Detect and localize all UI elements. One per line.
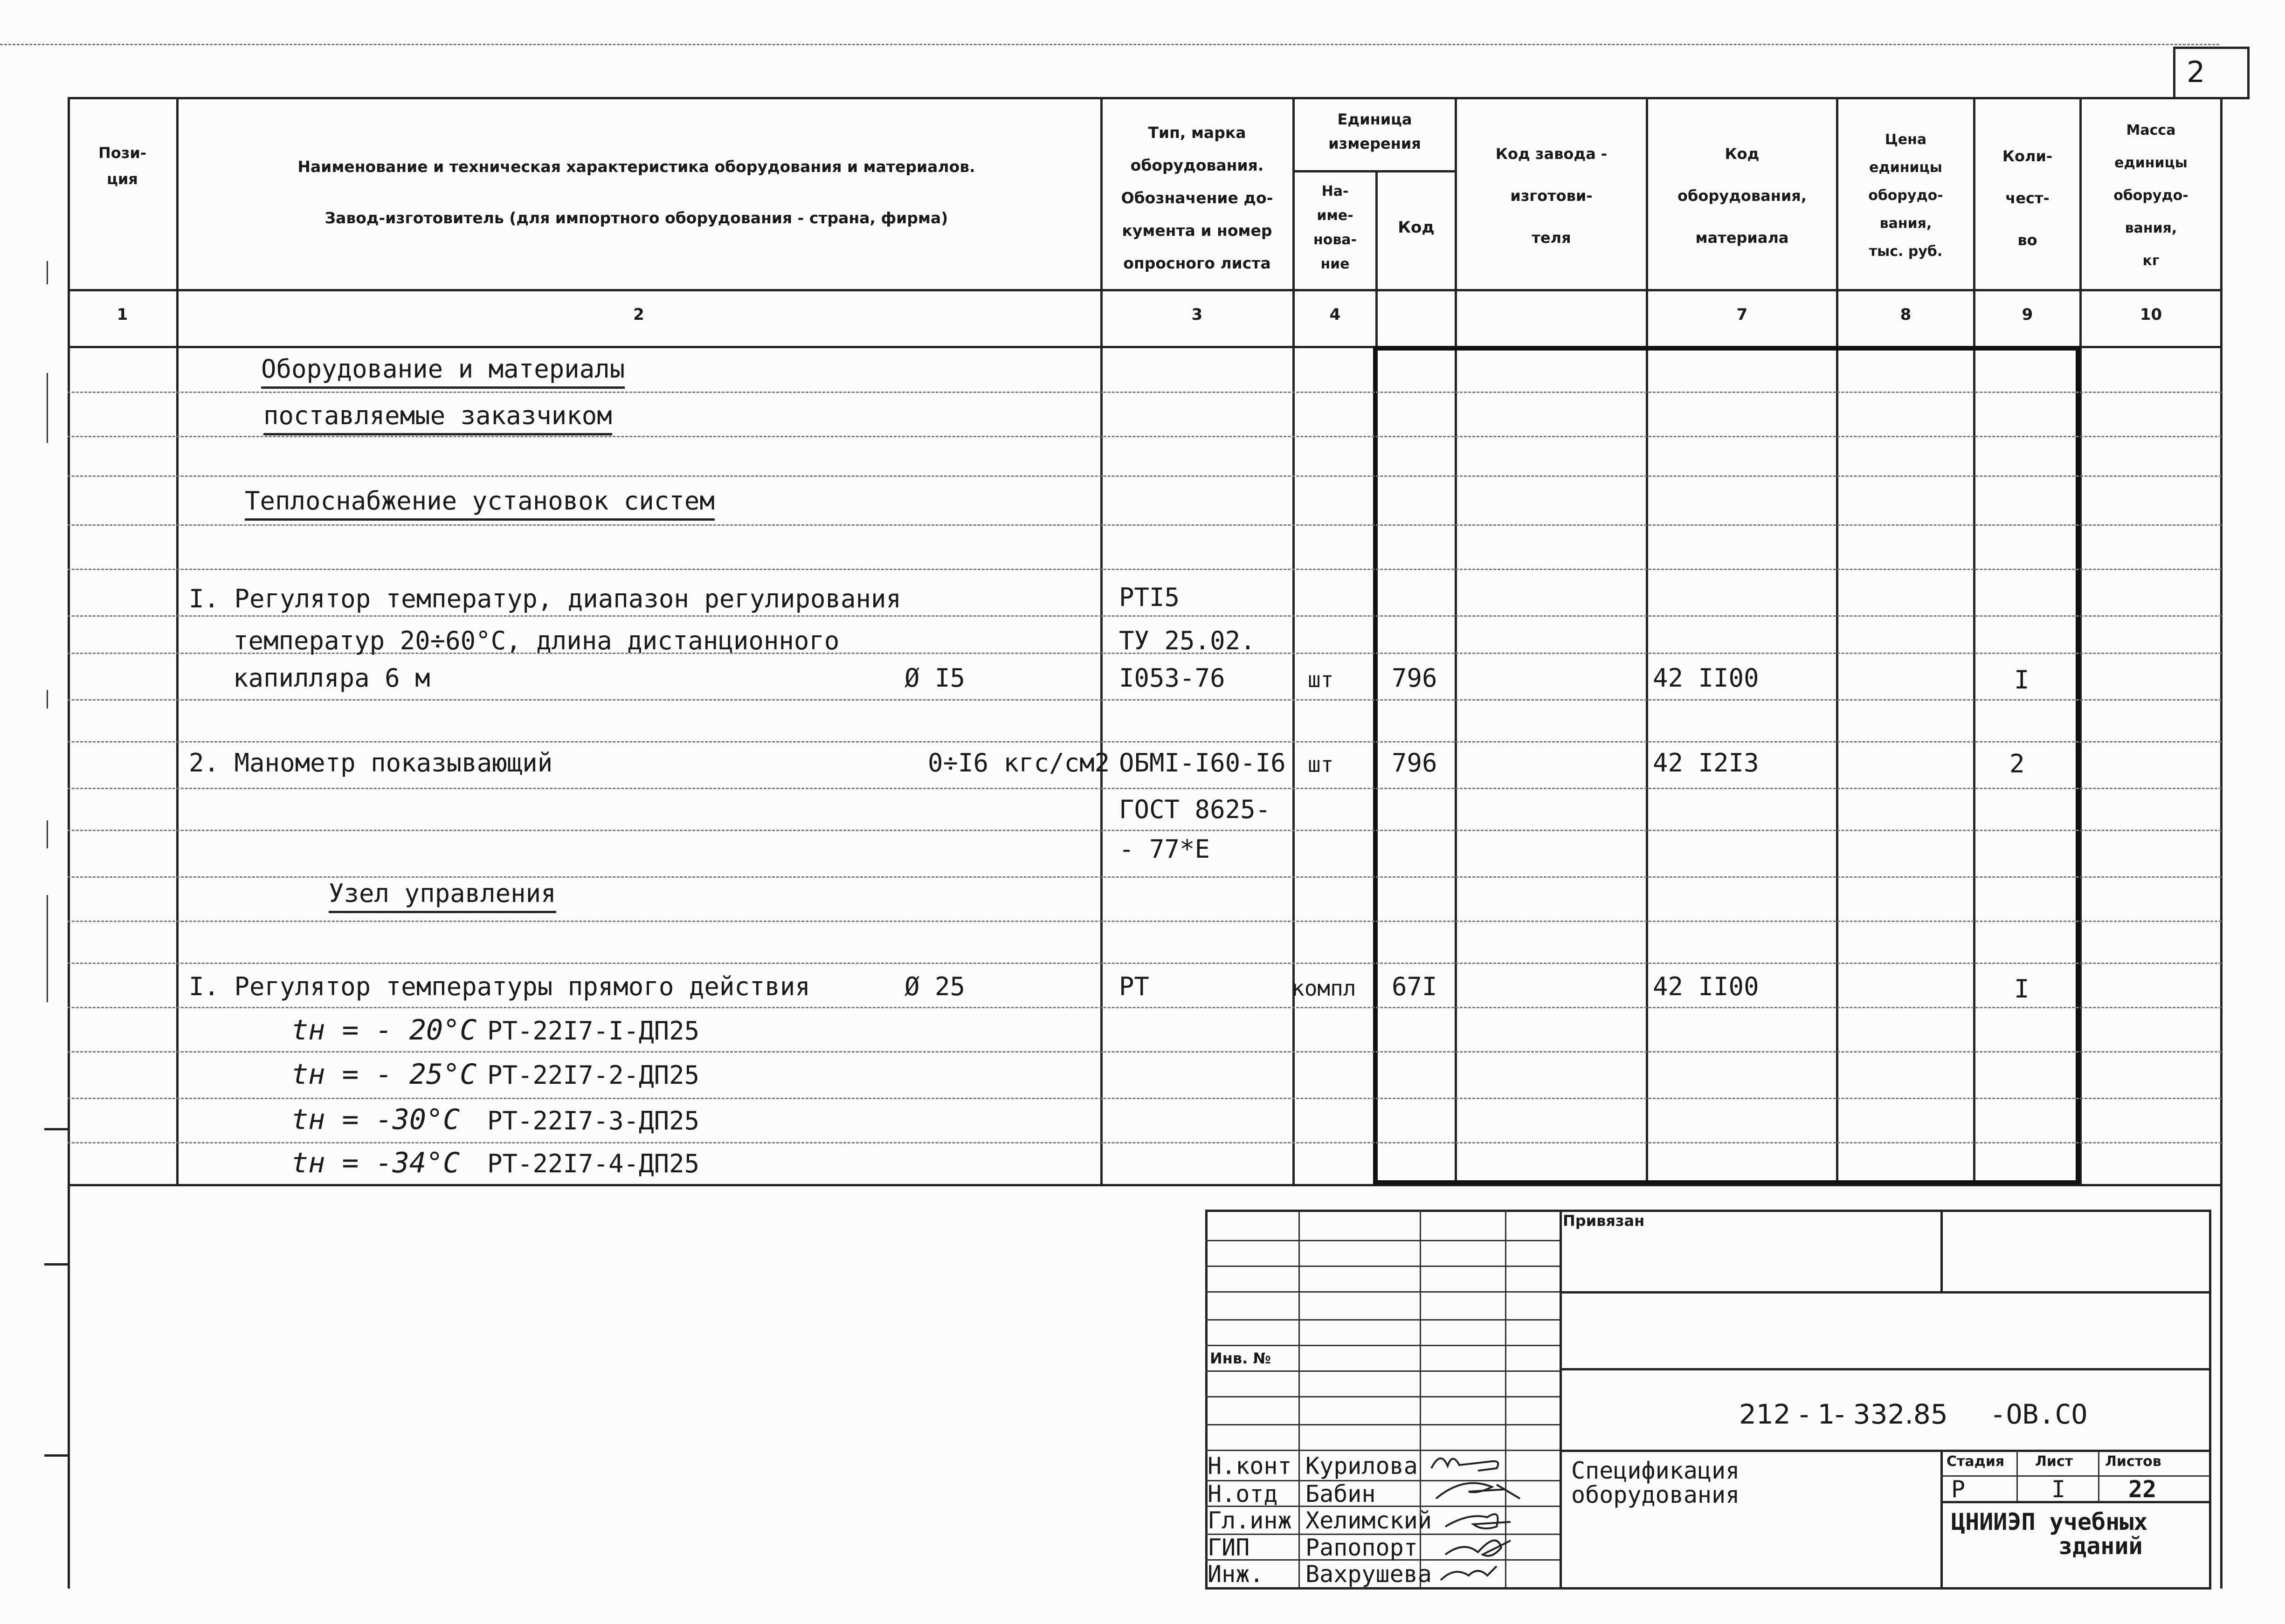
item-unit-code: 67I <box>1392 972 1437 1001</box>
item-size: Ø I5 <box>904 663 966 693</box>
role-label: Н.отд <box>1208 1480 1278 1507</box>
header-unit-name: На- име- нова- ние <box>1313 183 1357 272</box>
row-sep <box>68 876 2222 878</box>
heavy-frame-left <box>1373 346 1378 1185</box>
organization: ЦНИИЭП учебных <box>1951 1508 2148 1535</box>
person-name: Рапопорт <box>1305 1534 1418 1561</box>
unit-group-line <box>1292 170 1455 172</box>
person-name: Бабин <box>1305 1480 1376 1507</box>
row-sep <box>68 569 2222 570</box>
header-material-code: Код оборудования, материала <box>1678 145 1807 247</box>
item-type: PTI5 <box>1119 583 1180 612</box>
row-sep <box>68 699 2222 701</box>
item-name: капилляра 6 м <box>233 663 430 693</box>
item-type: ТУ 25.02. <box>1119 626 1256 655</box>
header-factory-code: Код завода - изготови- теля <box>1495 145 1608 247</box>
tb-line <box>1205 1396 1560 1397</box>
tb-line <box>1205 1266 1560 1267</box>
variant-temperature: tн = - 25°С <box>291 1058 477 1091</box>
item-material-code: 42 II00 <box>1653 663 1759 693</box>
stage-label: Стадия <box>1947 1453 2005 1470</box>
variant-temperature: tн = - 20°С <box>291 1014 477 1046</box>
variant-temperature: tн = -30°С <box>291 1103 460 1136</box>
item-size: 0÷I6 кгс/см2 <box>928 748 1110 778</box>
item-unit: шт <box>1308 752 1334 777</box>
document-title: Спецификация <box>1571 1457 1740 1484</box>
section-heading: Узел управления <box>329 881 556 906</box>
person-name: Вахрушева <box>1305 1561 1432 1588</box>
item-unit-code: 796 <box>1392 663 1437 693</box>
sheet-number: 2 <box>2187 55 2205 89</box>
tb-line <box>1205 1424 1560 1425</box>
item-material-code: 42 I2I3 <box>1653 748 1759 778</box>
heavy-frame-top <box>1373 346 2080 351</box>
item-type: - 77*Е <box>1119 834 1210 864</box>
header-unit-group: Единица измерения <box>1328 110 1421 152</box>
organization: зданий <box>2058 1533 2143 1560</box>
role-label: Н.конт <box>1208 1452 1292 1479</box>
item-qty: I <box>2014 665 2030 695</box>
person-name: Хелимский <box>1305 1507 1432 1534</box>
header-unit-code: Код <box>1398 218 1435 237</box>
inventory-label: Инв. № <box>1210 1349 1271 1367</box>
row-sep <box>68 475 2222 477</box>
tb-line <box>1205 1210 2210 1212</box>
margin-mark <box>47 820 48 848</box>
bound-label: Привязан <box>1563 1212 1645 1230</box>
table-top-line <box>68 97 2250 99</box>
tb-line <box>1560 1368 2210 1370</box>
row-sep <box>68 524 2222 526</box>
item-unit-code: 796 <box>1392 748 1437 778</box>
margin-mark <box>47 690 48 709</box>
signature-icon <box>1427 1447 1539 1583</box>
item-qty: 2 <box>2009 749 2025 778</box>
heavy-frame-bottom <box>1373 1180 2080 1185</box>
column-number: 8 <box>1900 305 1912 324</box>
tb-line <box>1560 1450 2210 1452</box>
item-name: 2. Манометр показывающий <box>189 748 553 778</box>
margin-tick <box>44 1128 68 1130</box>
item-unit: шт <box>1308 667 1334 692</box>
row-sep <box>68 392 2222 393</box>
tb-line <box>1560 1210 1562 1587</box>
variant-temperature: tн = -34°С <box>291 1147 460 1179</box>
col-line-6 <box>1646 97 1648 1184</box>
tb-line <box>1940 1450 1943 1587</box>
section-heading: поставляемые заказчиком <box>263 403 612 428</box>
row-sep <box>68 788 2222 789</box>
role-label: ГИП <box>1208 1534 1250 1561</box>
section-heading: Теплоснабжение установок систем <box>245 489 715 514</box>
role-label: Инж. <box>1208 1561 1264 1588</box>
trim-line <box>0 44 2219 45</box>
tb-line <box>1940 1210 1943 1291</box>
variant-model: PT-22I7-I-ДП25 <box>487 1016 700 1046</box>
header-mass: Масса единицы оборудо- вания, кг <box>2113 122 2188 269</box>
header-type: Тип, марка оборудования. Обозначение до- кумента и номер опросного листа <box>1121 124 1273 272</box>
sheet-value: I <box>2051 1476 2066 1503</box>
row-sep <box>68 741 2222 743</box>
row-sep <box>68 436 2222 437</box>
header-name-line1: Наименование и техническая характеристика оборудования и материалов. <box>297 158 975 176</box>
column-number: 9 <box>2022 305 2033 324</box>
variant-model: PT-22I7-4-ДП25 <box>487 1149 700 1178</box>
item-qty: I <box>2014 974 2030 1004</box>
item-type: PT <box>1119 972 1150 1001</box>
stage-value: Р <box>1951 1476 1966 1503</box>
row-sep <box>68 1051 2222 1053</box>
variant-model: PT-22I7-2-ДП25 <box>487 1060 700 1090</box>
margin-mark <box>47 261 48 284</box>
margin-mark <box>47 895 48 1002</box>
margin-tick <box>44 1454 68 1457</box>
margin-tick <box>44 1263 68 1266</box>
person-name: Курилова <box>1305 1452 1418 1479</box>
header-price: Цена единицы оборудо- вания, тыс. руб. <box>1868 131 1943 260</box>
tb-line <box>1205 1345 1560 1346</box>
tb-line <box>1205 1291 1560 1293</box>
row-sep <box>68 615 2222 617</box>
margin-mark <box>47 373 48 443</box>
item-name: I. Регулятор температуры прямого действия <box>189 972 810 1001</box>
item-type: I053-76 <box>1119 663 1225 693</box>
document-title: оборудования <box>1571 1481 1740 1508</box>
item-name: I. Регулятор температур, диапазон регулирования <box>189 584 902 613</box>
role-label: Гл.инж <box>1208 1507 1292 1534</box>
tb-line <box>1940 1475 2210 1477</box>
col-line-5 <box>1455 97 1457 1184</box>
row-sep <box>68 830 2222 831</box>
header-quantity: Коли- чест- во <box>2002 147 2053 249</box>
item-unit: компл <box>1291 976 1356 1001</box>
sheets-label: Листов <box>2105 1453 2161 1470</box>
row-sep <box>68 1007 2222 1008</box>
tb-line <box>1205 1319 1560 1321</box>
sheet-number-box-left <box>2173 47 2175 98</box>
item-type: ОБМI-I60-I6 <box>1119 748 1286 778</box>
section-heading: Оборудование и материалы <box>261 357 625 382</box>
tb-line <box>2209 1210 2211 1587</box>
item-type: ГОСТ 8625- <box>1119 795 1271 824</box>
col-line-10 <box>2220 97 2223 1589</box>
sheet-label: Лист <box>2035 1453 2073 1470</box>
item-name: температур 20÷60°С, длина дистанционного <box>233 626 840 655</box>
tb-line <box>1940 1501 2210 1503</box>
item-material-code: 42 II00 <box>1653 972 1759 1001</box>
row-sep <box>68 1098 2222 1099</box>
sheet-number-box-top <box>2173 47 2250 49</box>
header-bottom-line <box>68 289 2222 291</box>
document-code: 212 - 1- 332.85 -ОВ.СО <box>1739 1398 2088 1430</box>
column-number: 3 <box>1191 305 1203 324</box>
header-name-line2: Завод-изготовитель (для импортного оборудования - страна, фирма) <box>324 209 948 227</box>
column-number: 4 <box>1329 305 1341 324</box>
col-line-1 <box>176 97 179 1184</box>
tb-line <box>1560 1291 2210 1294</box>
column-number: 1 <box>117 305 128 324</box>
row-sep <box>68 1142 2222 1143</box>
tb-line <box>1205 1370 1560 1372</box>
header-position: Пози- ция <box>98 144 147 188</box>
sheet-number-box-right <box>2247 47 2250 98</box>
row-sep <box>68 963 2222 964</box>
column-number: 2 <box>633 305 644 324</box>
tb-line <box>1205 1240 1560 1241</box>
column-number: 7 <box>1736 305 1748 324</box>
column-number: 10 <box>2140 305 2162 324</box>
sheets-value: 22 <box>2128 1476 2157 1503</box>
row-sep <box>68 921 2222 922</box>
heavy-frame-right <box>2076 346 2080 1185</box>
item-size: Ø 25 <box>904 972 966 1001</box>
variant-model: PT-22I7-3-ДП25 <box>487 1106 700 1135</box>
